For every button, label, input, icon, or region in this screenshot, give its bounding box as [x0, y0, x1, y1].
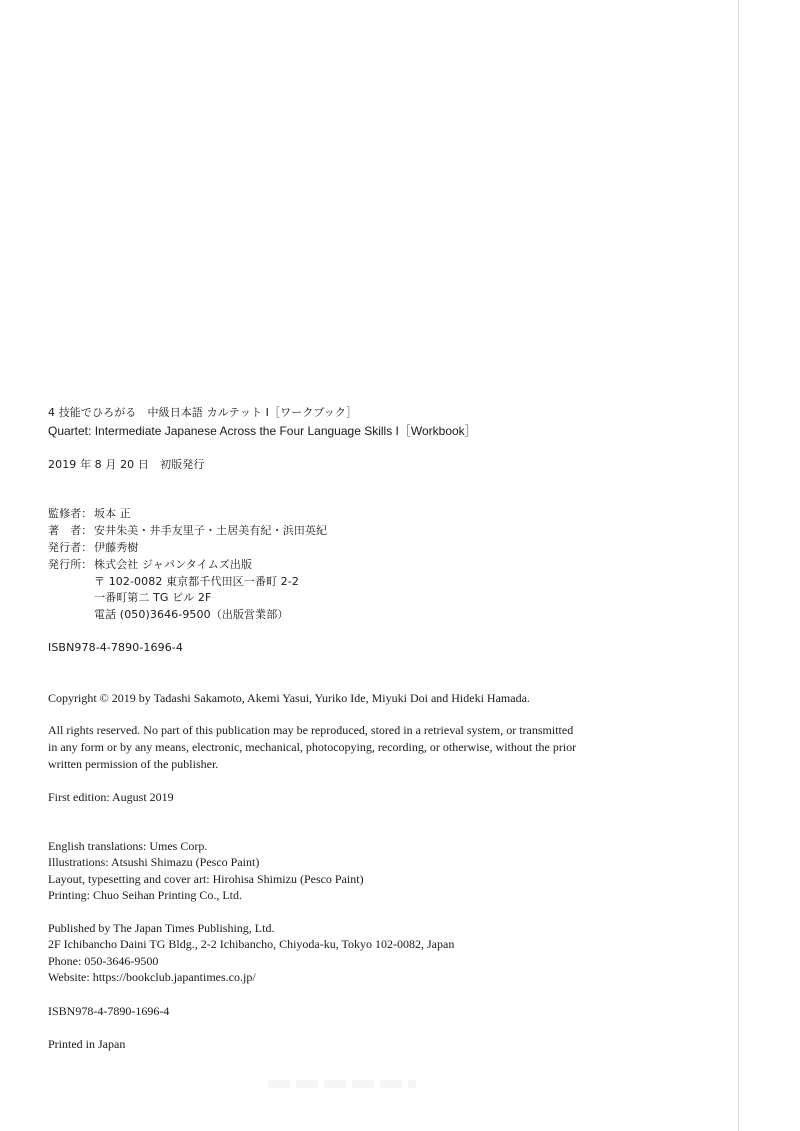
publisher-info-line: Published by The Japan Times Publishing, Ltd.: [48, 921, 275, 935]
publisher-phone-line: 電話 (050)3646-9500（出版営業部）: [94, 608, 289, 621]
staff-row-publisher-person: [48, 540, 138, 556]
page-edge-divider: [738, 0, 739, 1131]
credit-line: Illustrations: Atsushi Shimazu (Pesco Paint): [48, 855, 260, 869]
publisher-info-line: Phone: 050-3646-9500: [48, 954, 159, 968]
copyright-notice: Copyright © 2019 by Tadashi Sakamoto, Akemi Yasui, Yuriko Ide, Miyuki Doi and Hideki Hamada.: [48, 691, 530, 705]
staff-label: 著 者：: [48, 524, 93, 537]
publisher-address-line: 〒 102-0082 東京都千代田区一番町 2-2: [94, 575, 299, 588]
staff-row-publishing-house: [48, 557, 252, 573]
faint-print-mark: [268, 1080, 416, 1088]
publisher-website: Website: https://bookclub.japantimes.co.jp/: [48, 970, 256, 984]
title-english: Quartet: Intermediate Japanese Across the Four Language Skills I［Workbook］: [48, 424, 477, 438]
isbn-top: ISBN978-4-7890-1696-4: [48, 641, 183, 654]
staff-value: 安井朱美・井手友里子・土居美有紀・浜田英紀: [94, 524, 328, 537]
staff-row-supervisor: [48, 506, 131, 522]
rights-line: written permission of the publisher.: [48, 757, 219, 771]
rights-line: All rights reserved. No part of this publication may be reproduced, stored in a retrieval system, or transmitted: [48, 723, 574, 737]
issue-date: 2019 年 8 月 20 日 初版発行: [48, 458, 205, 471]
credit-line: English translations: Umes Corp.: [48, 839, 208, 853]
staff-row-authors: [48, 523, 327, 539]
staff-value: 株式会社 ジャパンタイムズ出版: [94, 558, 253, 571]
printed-in: Printed in Japan: [48, 1037, 126, 1051]
staff-value: 坂本 正: [94, 507, 131, 520]
staff-label: 監修者：: [48, 507, 93, 520]
credit-line: Printing: Chuo Seihan Printing Co., Ltd.: [48, 888, 243, 902]
staff-value: 伊藤秀樹: [94, 541, 139, 554]
staff-label: 発行所：: [48, 558, 93, 571]
publisher-address-line: 一番町第二 TG ビル 2F: [94, 591, 212, 604]
staff-label: 発行者：: [48, 541, 93, 554]
first-edition: First edition: August 2019: [48, 790, 174, 804]
rights-line: in any form or by any means, electronic, mechanical, photocopying, recording, or otherwise, without the prior: [48, 740, 577, 754]
publisher-info-line: 2F Ichibancho Daini TG Bldg., 2-2 Ichibancho, Chiyoda-ku, Tokyo 102-0082, Japan: [48, 937, 455, 951]
title-japanese: 4 技能でひろがる 中級日本語 カルテット Ⅰ［ワークブック］: [48, 406, 358, 419]
isbn-bottom: ISBN978-4-7890-1696-4: [48, 1004, 170, 1018]
credit-line: Layout, typesetting and cover art: Hirohisa Shimizu (Pesco Paint): [48, 872, 364, 886]
